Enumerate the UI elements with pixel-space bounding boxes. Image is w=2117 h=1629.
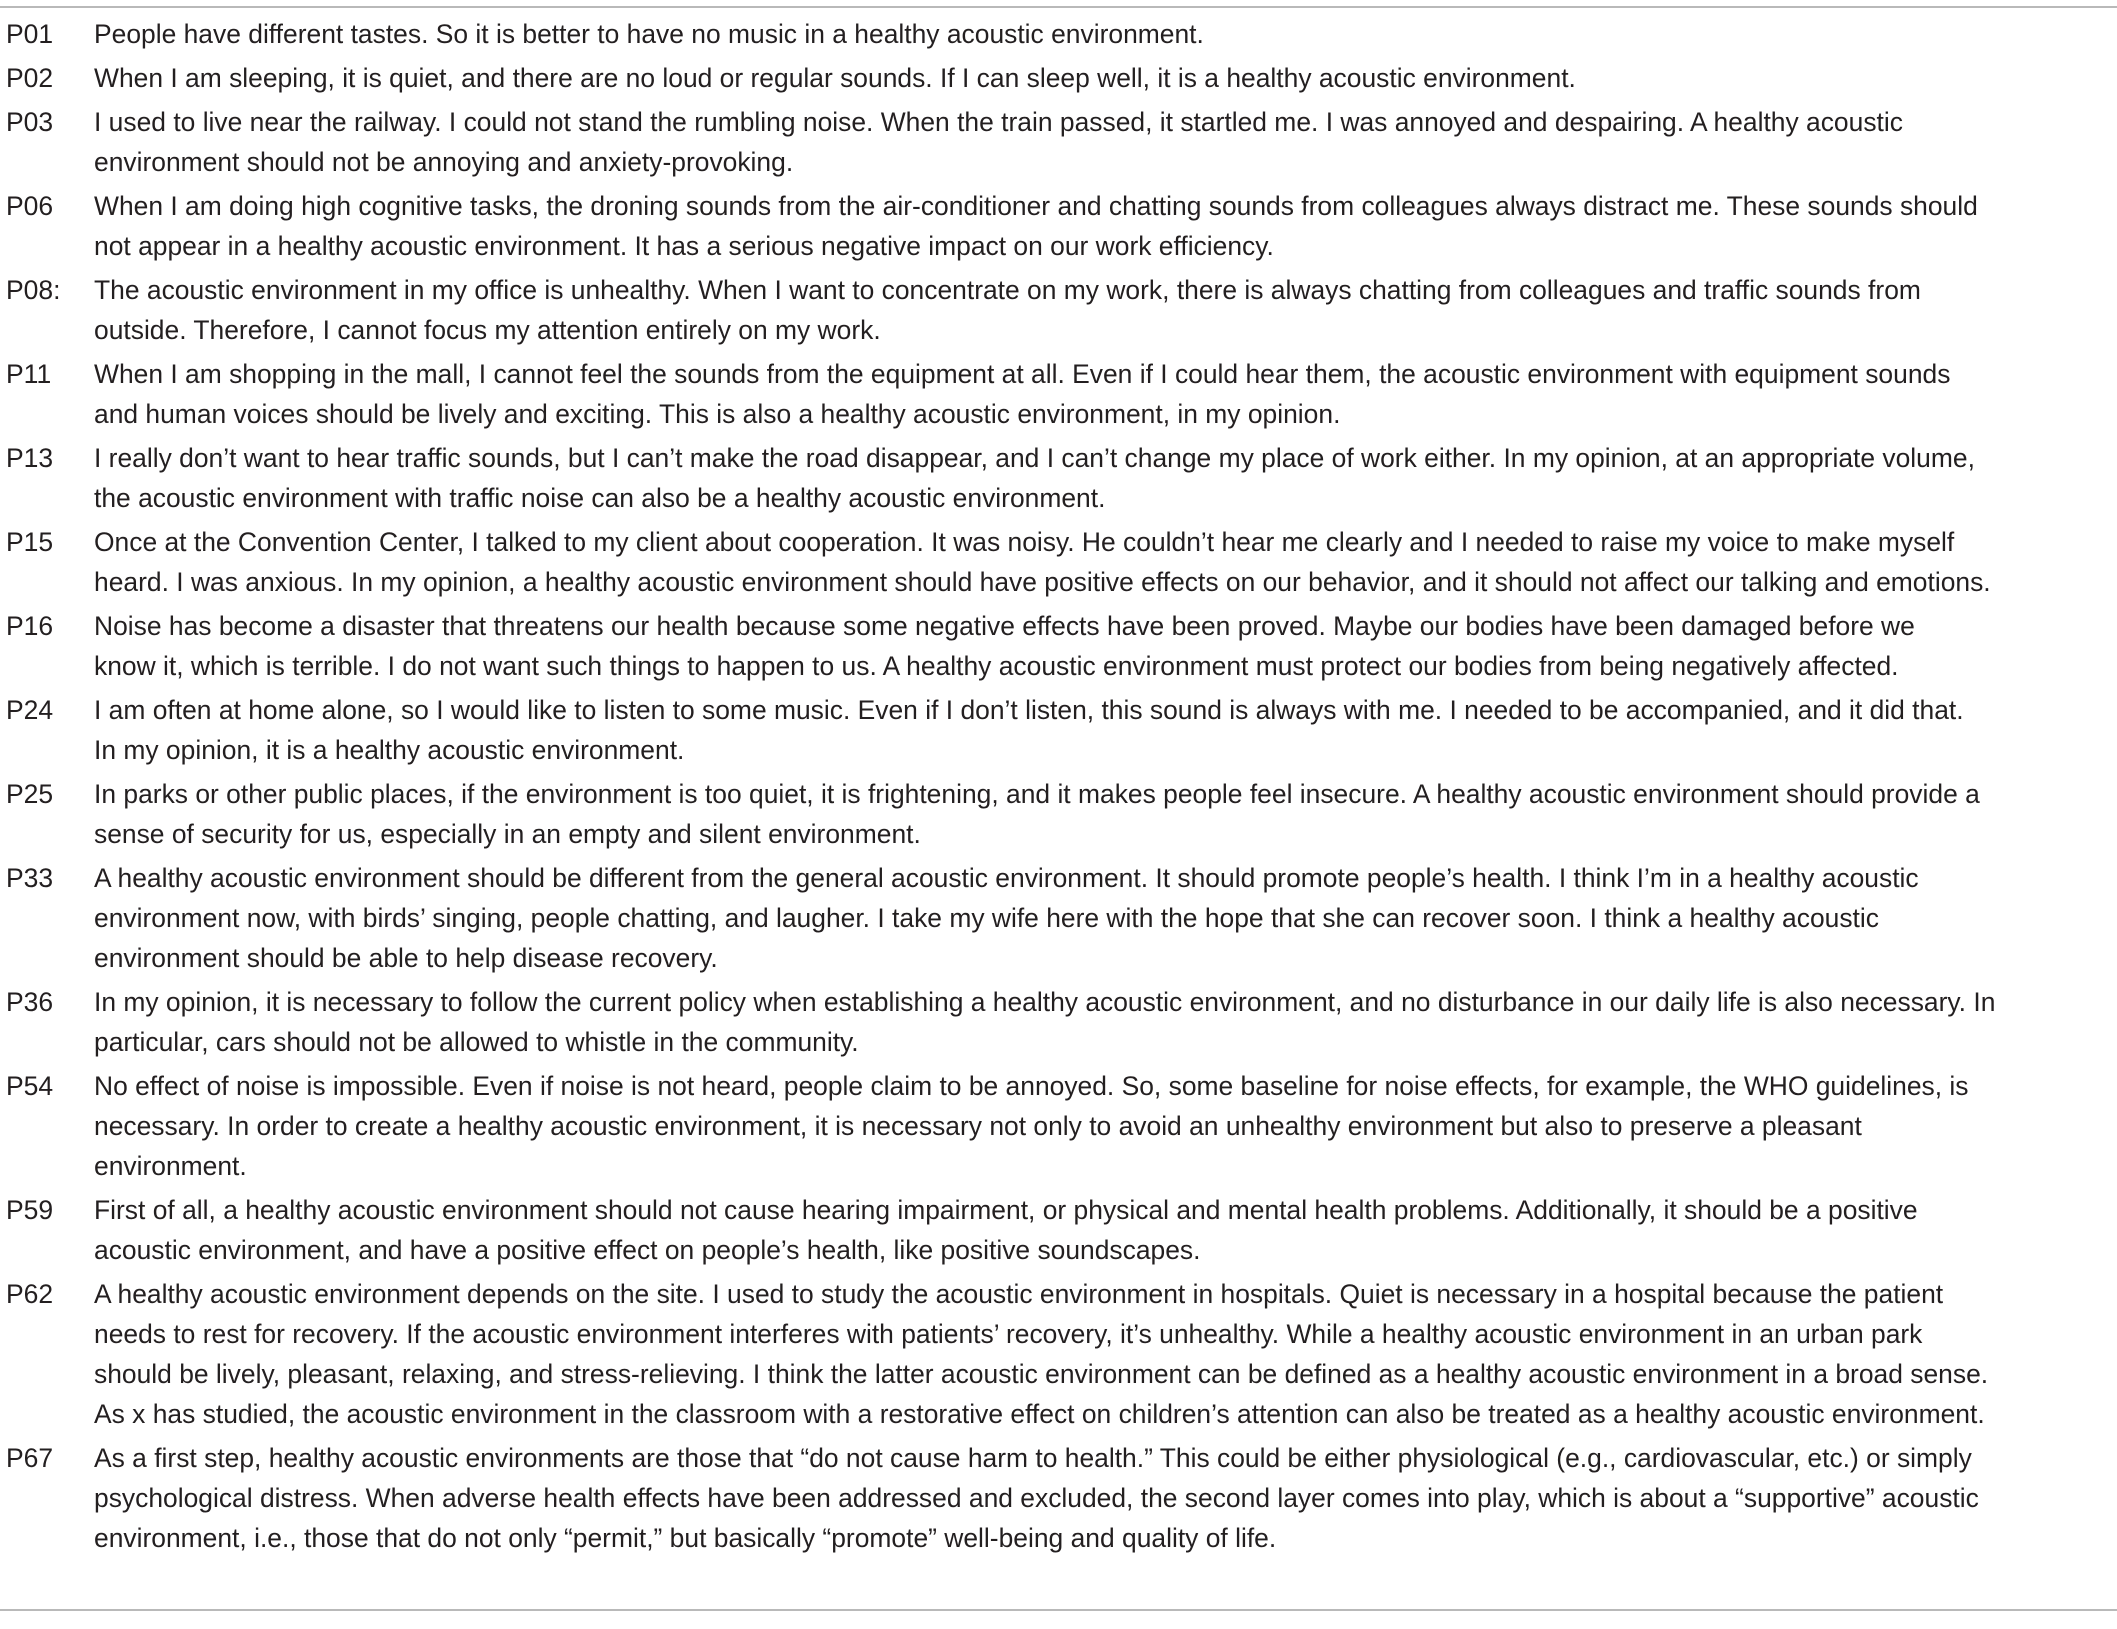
participant-quote — [94, 774, 2117, 854]
quote-line: A healthy acoustic environment should be different from the general acoustic environment. It should promote people’s health. I think I’m in a healthy acoustic — [94, 863, 1919, 893]
quote-line: outside. Therefore, I cannot focus my attention entirely on my work. — [94, 315, 881, 345]
quote-line: environment should not be annoying and anxiety-provoking. — [94, 147, 794, 177]
participant-quote — [94, 858, 2117, 978]
participant-id: P54 — [6, 1071, 54, 1101]
participant-id: P01 — [6, 19, 54, 49]
participant-quote — [94, 438, 2117, 518]
participant-quote — [94, 1066, 2117, 1186]
participant-quote — [94, 186, 2117, 266]
quote-line: In my opinion, it is a healthy acoustic environment. — [94, 735, 685, 765]
quote-line: When I am doing high cognitive tasks, the droning sounds from the air-conditioner and chatting sounds from colleagues always distract me. These sounds should — [94, 191, 1978, 221]
table-row — [0, 58, 2117, 98]
participant-quote — [94, 270, 2117, 350]
quote-line: environment now, with birds’ singing, people chatting, and laugher. I take my wife here with the hope that she can recover soon. I think a healthy acoustic — [94, 903, 1879, 933]
participant-id: P08: — [6, 275, 61, 305]
quote-line: not appear in a healthy acoustic environment. It has a serious negative impact on our work efficiency. — [94, 231, 1274, 261]
quote-line: sense of security for us, especially in an empty and silent environment. — [94, 819, 921, 849]
participant-quote — [94, 690, 2117, 770]
table-row — [0, 1274, 2117, 1434]
quote-line: People have different tastes. So it is better to have no music in a healthy acoustic environment. — [94, 19, 1204, 49]
quote-line: should be lively, pleasant, relaxing, and stress-relieving. I think the latter acoustic environment can be defined as a healthy acoustic environment in a broad sense. — [94, 1359, 1989, 1389]
quote-line: heard. I was anxious. In my opinion, a healthy acoustic environment should have positive effects on our behavior, and it should not affect our talking and emotions. — [94, 567, 1991, 597]
table-row — [0, 102, 2117, 182]
participant-quote — [94, 606, 2117, 686]
participant-id: P24 — [6, 695, 54, 725]
participant-id: P59 — [6, 1195, 54, 1225]
table-row — [0, 858, 2117, 978]
quote-line: I am often at home alone, so I would like to listen to some music. Even if I don’t listen, this sound is always with me. I needed to be accompanied, and it did that. — [94, 695, 1964, 725]
participant-quote — [94, 14, 2117, 54]
table-row — [0, 1190, 2117, 1270]
quote-line: I used to live near the railway. I could not stand the rumbling noise. When the train passed, it startled me. I was annoyed and despairing. A healthy acoustic — [94, 107, 1903, 137]
quote-line: Noise has become a disaster that threatens our health because some negative effects have been proved. Maybe our bodies have been damaged before we — [94, 611, 1915, 641]
participant-quote — [94, 1190, 2117, 1270]
participant-id: P11 — [6, 359, 52, 389]
table-row — [0, 354, 2117, 434]
quote-line: psychological distress. When adverse health effects have been addressed and excluded, the second layer comes into play, which is about a “supportive” acoustic — [94, 1483, 1979, 1513]
participant-quote — [94, 354, 2117, 434]
participant-id: P13 — [6, 443, 54, 473]
quote-line: When I am shopping in the mall, I cannot feel the sounds from the equipment at all. Even if I could hear them, the acoustic environment with equipment sounds — [94, 359, 1951, 389]
quote-line: First of all, a healthy acoustic environment should not cause hearing impairment, or physical and mental health problems. Additionally, it should be a positive — [94, 1195, 1918, 1225]
quote-line: particular, cars should not be allowed to whistle in the community. — [94, 1027, 859, 1057]
quotes-table — [0, 14, 2117, 1562]
participant-id: P03 — [6, 107, 54, 137]
table-row — [0, 1438, 2117, 1558]
participant-id: P16 — [6, 611, 54, 641]
participant-id: P33 — [6, 863, 54, 893]
table-row — [0, 1066, 2117, 1186]
table-bottom-rule — [0, 1609, 2117, 1611]
quote-line: As a first step, healthy acoustic environments are those that “do not cause harm to health.” This could be either physiological (e.g., cardiovascular, etc.) or simply — [94, 1443, 1972, 1473]
participant-id: P02 — [6, 63, 54, 93]
quote-line: A healthy acoustic environment depends on the site. I used to study the acoustic environment in hospitals. Quiet is necessary in a hospital because the patient — [94, 1279, 1944, 1309]
quote-line: When I am sleeping, it is quiet, and there are no loud or regular sounds. If I can sleep well, it is a healthy acoustic environment. — [94, 63, 1576, 93]
quote-line: Once at the Convention Center, I talked to my client about cooperation. It was noisy. He couldn’t hear me clearly and I needed to raise my voice to make myself — [94, 527, 1955, 557]
table-row — [0, 522, 2117, 602]
participant-id: P62 — [6, 1279, 54, 1309]
participant-quote — [94, 58, 2117, 98]
quote-line: I really don’t want to hear traffic sounds, but I can’t make the road disappear, and I can’t change my place of work either. In my opinion, at an appropriate volume, — [94, 443, 1975, 473]
quote-line: The acoustic environment in my office is unhealthy. When I want to concentrate on my work, there is always chatting from colleagues and traffic sounds from — [94, 275, 1921, 305]
quote-line: environment should be able to help disease recovery. — [94, 943, 718, 973]
participant-quote — [94, 1438, 2117, 1558]
quote-line: As x has studied, the acoustic environment in the classroom with a restorative effect on children’s attention can also be treated as a healthy acoustic environment. — [94, 1399, 1985, 1429]
quote-line: In parks or other public places, if the environment is too quiet, it is frightening, and it makes people feel insecure. A healthy acoustic environment should provide a — [94, 779, 1980, 809]
quote-line: the acoustic environment with traffic noise can also be a healthy acoustic environment. — [94, 483, 1106, 513]
participant-quote — [94, 102, 2117, 182]
quote-line: acoustic environment, and have a positive effect on people’s health, like positive soundscapes. — [94, 1235, 1201, 1265]
participant-id: P25 — [6, 779, 54, 809]
participant-id: P36 — [6, 987, 54, 1017]
table-row — [0, 186, 2117, 266]
participant-quote — [94, 1274, 2117, 1434]
quote-line: needs to rest for recovery. If the acoustic environment interferes with patients’ recovery, it’s unhealthy. While a healthy acoustic environment in an urban park — [94, 1319, 1923, 1349]
participant-id: P06 — [6, 191, 54, 221]
table-row — [0, 270, 2117, 350]
table-row — [0, 982, 2117, 1062]
quote-line: No effect of noise is impossible. Even if noise is not heard, people claim to be annoyed. So, some baseline for noise effects, for example, the WHO guidelines, is — [94, 1071, 1969, 1101]
table-row — [0, 774, 2117, 854]
table-row — [0, 438, 2117, 518]
table-top-rule — [0, 6, 2117, 8]
quote-line: environment, i.e., those that do not only “permit,” but basically “promote” well-being and quality of life. — [94, 1523, 1277, 1553]
quote-line: necessary. In order to create a healthy acoustic environment, it is necessary not only to avoid an unhealthy environment but also to preserve a pleasant — [94, 1111, 1862, 1141]
table-row — [0, 14, 2117, 54]
participant-quote — [94, 522, 2117, 602]
quote-line: environment. — [94, 1151, 247, 1181]
table-row — [0, 606, 2117, 686]
participant-id: P15 — [6, 527, 54, 557]
quote-line: In my opinion, it is necessary to follow the current policy when establishing a healthy acoustic environment, and no disturbance in our daily life is also necessary. In — [94, 987, 1996, 1017]
participant-id: P67 — [6, 1443, 54, 1473]
participant-quote — [94, 982, 2117, 1062]
quote-line: and human voices should be lively and exciting. This is also a healthy acoustic environment, in my opinion. — [94, 399, 1341, 429]
quote-line: know it, which is terrible. I do not want such things to happen to us. A healthy acoustic environment must protect our bodies from being negatively affected. — [94, 651, 1899, 681]
table-row — [0, 690, 2117, 770]
